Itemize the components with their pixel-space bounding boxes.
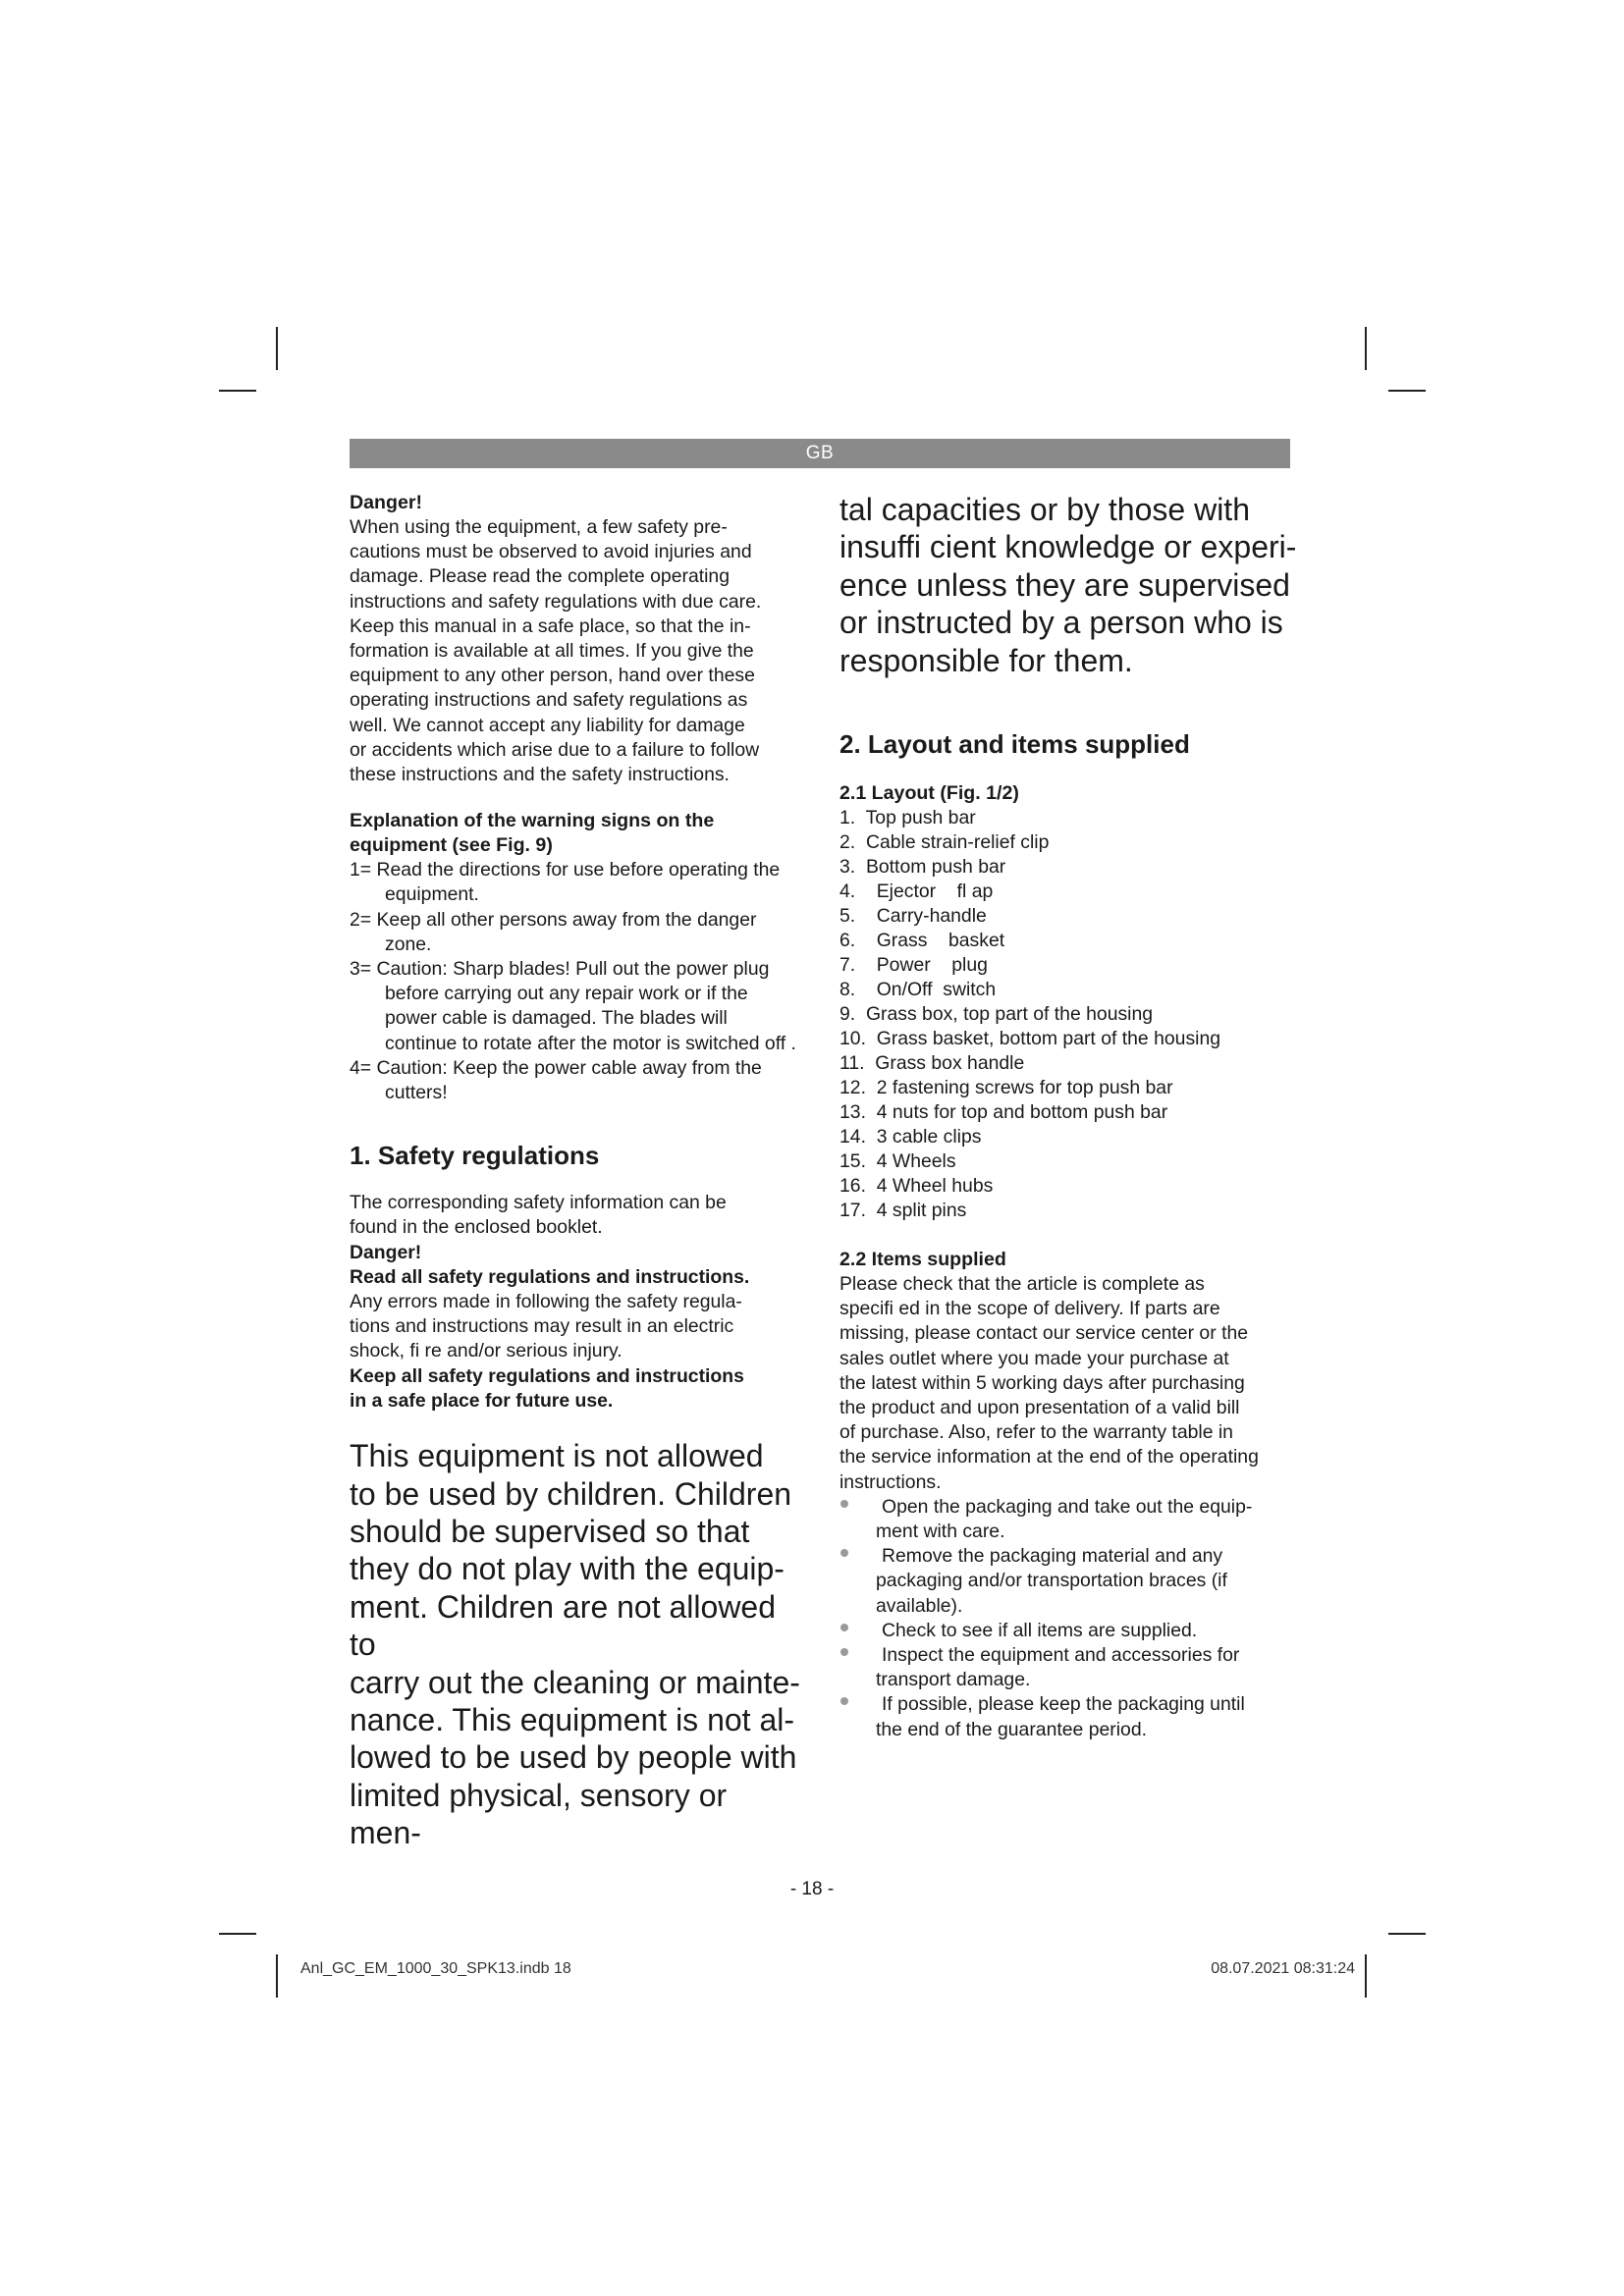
list-item: 6. Grass basket (839, 930, 1005, 952)
warning-signs-list (350, 858, 803, 1105)
list-item: 3. Bottom push bar (839, 856, 1006, 879)
bullet-dot-icon (840, 1500, 848, 1508)
bullet-text: Check to see if all items are supplied. (882, 1619, 1198, 1641)
crop-mark-bottom-right-horizontal (1388, 1933, 1426, 1935)
crop-mark-top-left-horizontal (219, 390, 256, 392)
list-item: 17. 4 split pins (839, 1200, 967, 1222)
bullet-text: Open the packaging and take out the equip- ment with care. (876, 1495, 1253, 1543)
bullet-item (839, 1619, 1301, 1643)
safety-regulations-heading: 1. Safety regulations (350, 1141, 600, 1171)
list-item: 4. Ejector fl ap (839, 881, 994, 903)
list-item: 11. Grass box handle (839, 1052, 1025, 1075)
layout-section-heading: 2. Layout and items supplied (839, 729, 1190, 760)
unpacking-bullet-list (839, 1495, 1301, 1742)
layout-subheading: 2.1 Layout (Fig. 1/2) (839, 782, 1019, 805)
crop-mark-bottom-left-horizontal (219, 1933, 256, 1935)
children-warning-text: This equipment is not allowed to be used by children. Children should be supervised so that they do not play with the equip- ment. Children are not allowed to carry out the cleaning or mainte- nance. This equipment is not al- lowed to be used by people with limited physical, sensory or men- (350, 1438, 800, 1851)
list-item: 15. 4 Wheels (839, 1150, 956, 1173)
bullet-item (839, 1692, 1301, 1741)
bullet-item (839, 1643, 1301, 1692)
danger-paragraph: When using the equipment, a few safety pre- cautions must be observed to avoid injuries and damage. Please read the complete operating instructions and safety regulations with due care. Keep this manual in a safe place, so that the in- formation is available at all times. If you give the equipment to any other person, hand over these operating instructions and safety regulations as well. We cannot accept any liability for damage or accidents which arise due to a failure to follow these instructions and the safety instructions. (350, 516, 762, 786)
items-supplied-subheading: 2.2 Items supplied (839, 1249, 1006, 1271)
crop-mark-top-right-horizontal (1388, 390, 1426, 392)
warning-item: 2= Keep all other persons away from the danger zone. (350, 908, 757, 955)
bullet-text: Inspect the equipment and accessories for transport damage. (876, 1644, 1240, 1691)
list-item: 16. 4 Wheel hubs (839, 1175, 994, 1198)
crop-mark-bottom-left-vertical (276, 1954, 278, 1998)
footer-filename: Anl_GC_EM_1000_30_SPK13.indb 18 (300, 1960, 571, 1977)
page-number: - 18 - (789, 1879, 835, 1899)
list-item: 1. Top push bar (839, 807, 976, 829)
crop-mark-bottom-right-vertical (1365, 1954, 1367, 1998)
list-item: 13. 4 nuts for top and bottom push bar (839, 1101, 1168, 1124)
warning-signs-heading: Explanation of the warning signs on the equipment (see Fig. 9) (350, 810, 715, 857)
bullet-dot-icon (840, 1648, 848, 1656)
read-all-instruction: Read all safety regulations and instructions. (350, 1265, 750, 1288)
left-column (350, 491, 803, 1852)
layout-parts-list (839, 806, 1301, 1223)
danger-title: Danger! (350, 492, 423, 513)
keep-instructions: Keep all safety regulations and instructions in a safe place for future use. (350, 1364, 744, 1412)
danger-subtitle: Danger! (350, 1241, 422, 1263)
language-header-bar: GB (350, 439, 1290, 468)
list-item: 7. Power plug (839, 954, 988, 977)
bullet-dot-icon (840, 1549, 848, 1557)
list-item: 8. On/Off switch (839, 979, 997, 1001)
bullet-text: If possible, please keep the packaging until the end of the guarantee period. (876, 1693, 1245, 1740)
list-item: 10. Grass basket, bottom part of the housing (839, 1028, 1221, 1050)
footer-timestamp: 08.07.2021 08:31:24 (1211, 1960, 1355, 1977)
list-item: 12. 2 fastening screws for top push bar (839, 1077, 1173, 1099)
warning-item: 3= Caution: Sharp blades! Pull out the power plug before carrying out any repair work or if the power cable is damaged. The blades will continue to rotate after the motor is switched off . (350, 958, 796, 1054)
warning-item: 1= Read the directions for use before operating the equipment. (350, 859, 781, 906)
capacity-warning-text: tal capacities or by those with insuffi cient knowledge or experi- ence unless they are supervised or instructed by a person who is responsible for them. (839, 492, 1297, 678)
bullet-item (839, 1544, 1301, 1619)
crop-mark-top-right-vertical (1365, 327, 1367, 370)
warning-item: 4= Caution: Keep the power cable away from the cutters! (350, 1056, 762, 1104)
safety-info-paragraph: The corresponding safety information can be found in the enclosed booklet. (350, 1192, 727, 1239)
crop-mark-top-left-vertical (276, 327, 278, 370)
items-supplied-paragraph: Please check that the article is complete as specifi ed in the scope of delivery. If parts are missing, please contact our service center or the sales outlet where you made your purchase at the latest within 5 working days after purchasing the product and upon presentation of a valid bill of purchase. Also, refer to the warranty table in the service information at the end of the operating instructions. (839, 1273, 1259, 1493)
bullet-dot-icon (840, 1697, 848, 1705)
list-item: 9. Grass box, top part of the housing (839, 1003, 1154, 1026)
right-column (839, 491, 1301, 1742)
list-item: 14. 3 cable clips (839, 1126, 982, 1148)
bullet-dot-icon (840, 1624, 848, 1631)
list-item: 2. Cable strain-relief clip (839, 831, 1050, 854)
bullet-text: Remove the packaging material and any packaging and/or transportation braces (if available). (876, 1545, 1227, 1617)
list-item: 5. Carry-handle (839, 905, 987, 928)
errors-paragraph: Any errors made in following the safety regula- tions and instructions may result in an electric shock, fi re and/or serious injury. (350, 1291, 742, 1362)
bullet-item (839, 1495, 1301, 1544)
